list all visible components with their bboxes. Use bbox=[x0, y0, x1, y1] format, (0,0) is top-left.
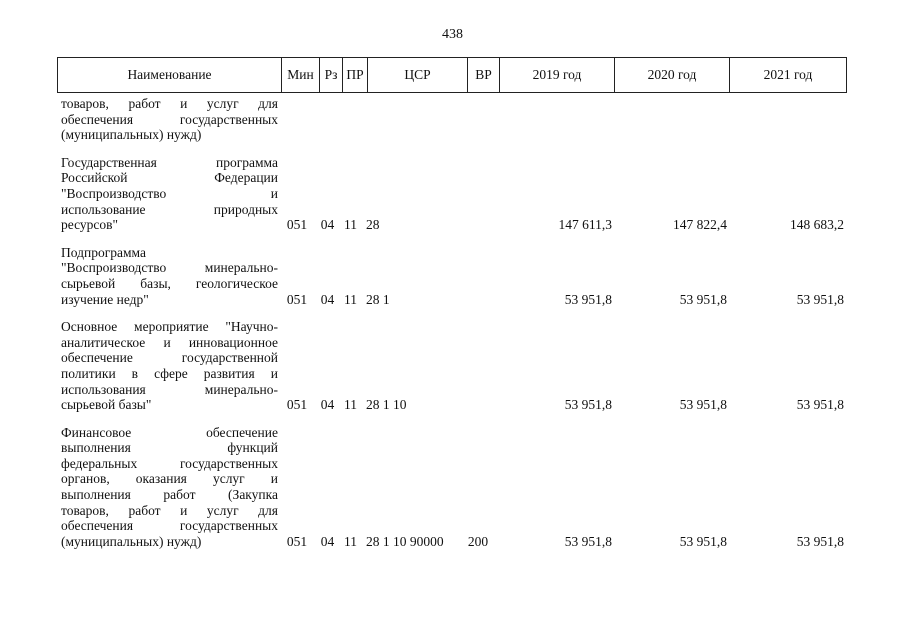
row-rz: 04 bbox=[320, 217, 335, 233]
row-name-line: "Воспроизводство минерально- bbox=[61, 260, 278, 276]
row-rz: 04 bbox=[320, 291, 335, 307]
row-name-line: (муниципальных) нужд) bbox=[61, 533, 202, 549]
row-2020: 147 822,4 bbox=[673, 217, 727, 233]
row-name bbox=[57, 319, 278, 413]
row-2020: 53 951,8 bbox=[679, 291, 727, 307]
row-2019: 53 951,8 bbox=[564, 397, 612, 413]
header-csr: ЦСР bbox=[368, 58, 468, 92]
row-2019: 53 951,8 bbox=[564, 533, 612, 549]
table-row bbox=[57, 96, 848, 143]
row-2021: 53 951,8 bbox=[796, 397, 844, 413]
row-csr: 28 1 10 bbox=[366, 397, 407, 413]
table-row bbox=[57, 319, 848, 413]
row-rz: 04 bbox=[320, 397, 335, 413]
row-name-line: органов, оказания услуг и bbox=[61, 471, 278, 487]
row-min: 051 bbox=[286, 291, 308, 307]
table-row bbox=[57, 425, 848, 550]
row-name-line: выполнения работ (Закупка bbox=[61, 487, 278, 503]
row-name-line: политики в сфере развития и bbox=[61, 365, 278, 381]
row-min: 051 bbox=[286, 217, 308, 233]
row-2019: 147 611,3 bbox=[558, 217, 612, 233]
row-csr: 28 1 bbox=[366, 291, 390, 307]
header-min: Мин bbox=[282, 58, 320, 92]
table-row bbox=[57, 155, 848, 233]
header-pr: ПР bbox=[343, 58, 368, 92]
row-pr: 11 bbox=[344, 397, 357, 413]
row-csr: 28 bbox=[366, 217, 380, 233]
page-number: 438 bbox=[442, 27, 463, 42]
row-2020: 53 951,8 bbox=[679, 533, 727, 549]
row-name-line: выполнения функций bbox=[61, 440, 278, 456]
row-name-line: обеспечение государственной bbox=[61, 350, 278, 366]
header-rz: Рз bbox=[320, 58, 343, 92]
row-name-line: "Воспроизводство и bbox=[61, 185, 278, 201]
row-name-line: (муниципальных) нужд) bbox=[61, 127, 202, 143]
row-rz: 04 bbox=[320, 533, 335, 549]
row-min: 051 bbox=[286, 397, 308, 413]
header-vr: ВР bbox=[468, 58, 500, 92]
row-name-line: Финансовое обеспечение bbox=[61, 424, 278, 440]
row-2021: 148 683,2 bbox=[790, 217, 844, 233]
header-2019: 2019 год bbox=[500, 58, 615, 92]
row-name-line: Подпрограмма bbox=[61, 244, 146, 260]
row-name-line: сырьевой базы" bbox=[61, 397, 152, 413]
row-name-line: использования минерально- bbox=[61, 381, 278, 397]
row-pr: 11 bbox=[344, 533, 357, 549]
row-2020: 53 951,8 bbox=[679, 397, 727, 413]
row-name-line: федеральных государственных bbox=[61, 455, 278, 471]
row-2021: 53 951,8 bbox=[796, 533, 844, 549]
row-pr: 11 bbox=[344, 291, 357, 307]
row-name-line: использование природных bbox=[61, 201, 278, 217]
row-name-line: обеспечения государственных bbox=[61, 111, 278, 127]
row-name-line: сырьевой базы, геологическое bbox=[61, 275, 278, 291]
row-2019: 53 951,8 bbox=[564, 291, 612, 307]
row-name bbox=[57, 245, 278, 307]
header-2020: 2020 год bbox=[615, 58, 730, 92]
row-min: 051 bbox=[286, 533, 308, 549]
table-row bbox=[57, 245, 848, 307]
row-name-line: аналитическое и инновационное bbox=[61, 334, 278, 350]
row-vr: 200 bbox=[467, 533, 489, 549]
row-name-line: товаров, работ и услуг для bbox=[61, 502, 278, 518]
row-name-line: Государственная программа bbox=[61, 154, 278, 170]
row-2021: 53 951,8 bbox=[796, 291, 844, 307]
row-name-line: Российской Федерации bbox=[61, 170, 278, 186]
row-name-line: товаров, работ и услуг для bbox=[61, 96, 278, 111]
row-name-line: обеспечения государственных bbox=[61, 518, 278, 534]
row-name bbox=[57, 425, 278, 550]
header-2021: 2021 год bbox=[763, 67, 813, 82]
row-pr: 11 bbox=[344, 217, 357, 233]
row-name bbox=[57, 155, 278, 233]
row-csr: 28 1 10 90000 bbox=[366, 533, 444, 549]
row-name-line: изучение недр" bbox=[61, 291, 149, 307]
table-header bbox=[57, 57, 847, 93]
row-name-line: Основное мероприятие "Научно- bbox=[61, 319, 278, 335]
row-name-line: ресурсов" bbox=[61, 217, 119, 233]
header-name: Наименование bbox=[58, 58, 282, 92]
row-name bbox=[57, 96, 278, 143]
table-body bbox=[57, 96, 848, 549]
